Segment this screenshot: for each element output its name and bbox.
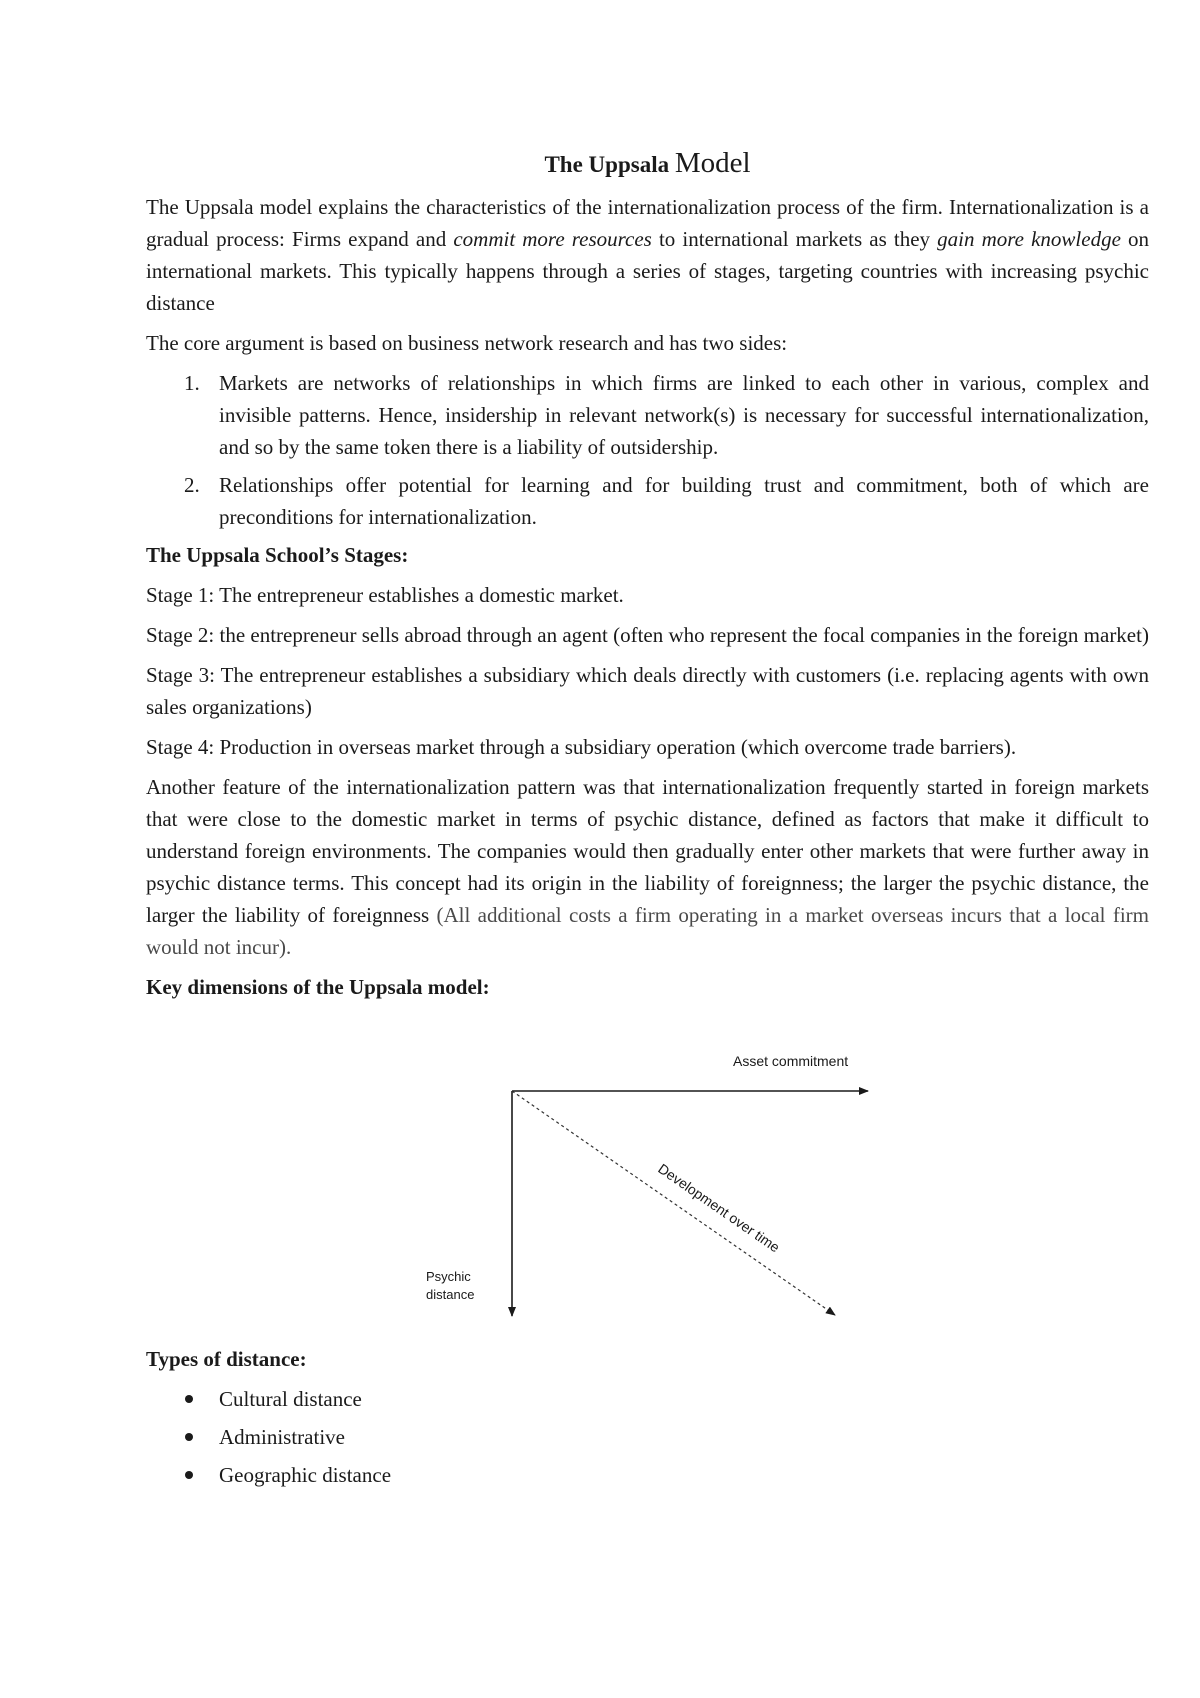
y-axis-label-line-2: distance — [426, 1287, 475, 1302]
bullet-icon — [185, 1433, 193, 1441]
diagonal-development-line — [512, 1091, 835, 1315]
list-item-text: Cultural distance — [219, 1387, 362, 1411]
feature-paragraph — [146, 771, 1149, 963]
bullet-icon — [185, 1471, 193, 1479]
stage-4-paragraph: Stage 4: Production in overseas market through a subsidiary operation (which overcome trade barriers). — [146, 735, 1017, 759]
diagonal-label: Development over time — [655, 1160, 783, 1256]
types-heading: Types of distance: — [146, 1347, 307, 1371]
title-part-2: Model — [674, 147, 751, 179]
sides-list — [146, 367, 1149, 533]
list-number: 2. — [184, 473, 200, 497]
y-axis-label-line-1: Psychic — [426, 1269, 471, 1284]
list-item-text: Markets are networks of relationships in which firms are linked to each other in various, complex and invisible patterns. Hence, insidership in relevant network(s) is necessary for successful internationalization, and so by the same token there is a liability of outsidership. — [219, 371, 1149, 459]
list-item — [146, 1459, 1149, 1491]
core-argument-paragraph: The core argument is based on business network research and has two sides: — [146, 331, 788, 355]
feature-parenthetical: (All additional costs a firm operating in a market overseas incurs that a local firm would not incur). — [146, 903, 1149, 959]
stages-heading: The Uppsala School’s Stages: — [146, 543, 409, 567]
stage-2-paragraph: Stage 2: the entrepreneur sells abroad through an agent (often who represent the focal companies in the foreign market) — [146, 623, 1149, 647]
diagram-svg — [146, 1011, 1149, 1343]
intro-emphasis-1: commit more resources — [453, 227, 652, 251]
stage-3-paragraph: Stage 3: The entrepreneur establishes a subsidiary which deals directly with customers (i.e. replacing agents with own sales organizations) — [146, 663, 1149, 719]
document-page — [146, 145, 1149, 1497]
intro-text-1: The Uppsala model explains the characteristics of the internationalization process of the firm. Internationalization is a gradual process: Firms expand and — [146, 195, 1149, 251]
key-dimensions-heading: Key dimensions of the Uppsala model: — [146, 975, 490, 999]
bullet-icon — [185, 1395, 193, 1403]
types-list — [146, 1383, 1149, 1491]
list-item — [146, 469, 1149, 533]
stage-1-paragraph: Stage 1: The entrepreneur establishes a domestic market. — [146, 583, 624, 607]
title-part-1: The Uppsala — [544, 152, 670, 177]
feature-text: Another feature of the internationalization pattern was that internationalization frequently started in foreign markets that were close to the domestic market in terms of psychic distance, defined as factors that make it difficult to understand foreign environments. The companies would then gradually enter other markets that were further away in psychic distance terms. This concept had its origin in the liability of foreignness; the larger the psychic distance, the larger the liability of foreignness — [146, 775, 1149, 927]
list-item-text: Relationships offer potential for learning and for building trust and commitment, both of which are preconditions for internationalization. — [219, 473, 1149, 529]
intro-paragraph — [146, 191, 1149, 319]
list-number: 1. — [184, 371, 200, 395]
x-axis-label: Asset commitment — [733, 1053, 849, 1069]
intro-text-3: on international markets. This typically happens through a series of stages, targeting countries with increasing psychic distance — [146, 227, 1150, 315]
list-item — [146, 1383, 1149, 1415]
intro-emphasis-2: gain more knowledge — [937, 227, 1121, 251]
intro-text-2: to international markets as they — [651, 227, 938, 251]
list-item-text: Administrative — [219, 1425, 345, 1449]
uppsala-dimensions-diagram — [146, 1011, 1149, 1343]
page-title — [146, 145, 1149, 183]
list-item-text: Geographic distance — [219, 1463, 392, 1487]
list-item — [146, 367, 1149, 463]
list-item — [146, 1421, 1149, 1453]
